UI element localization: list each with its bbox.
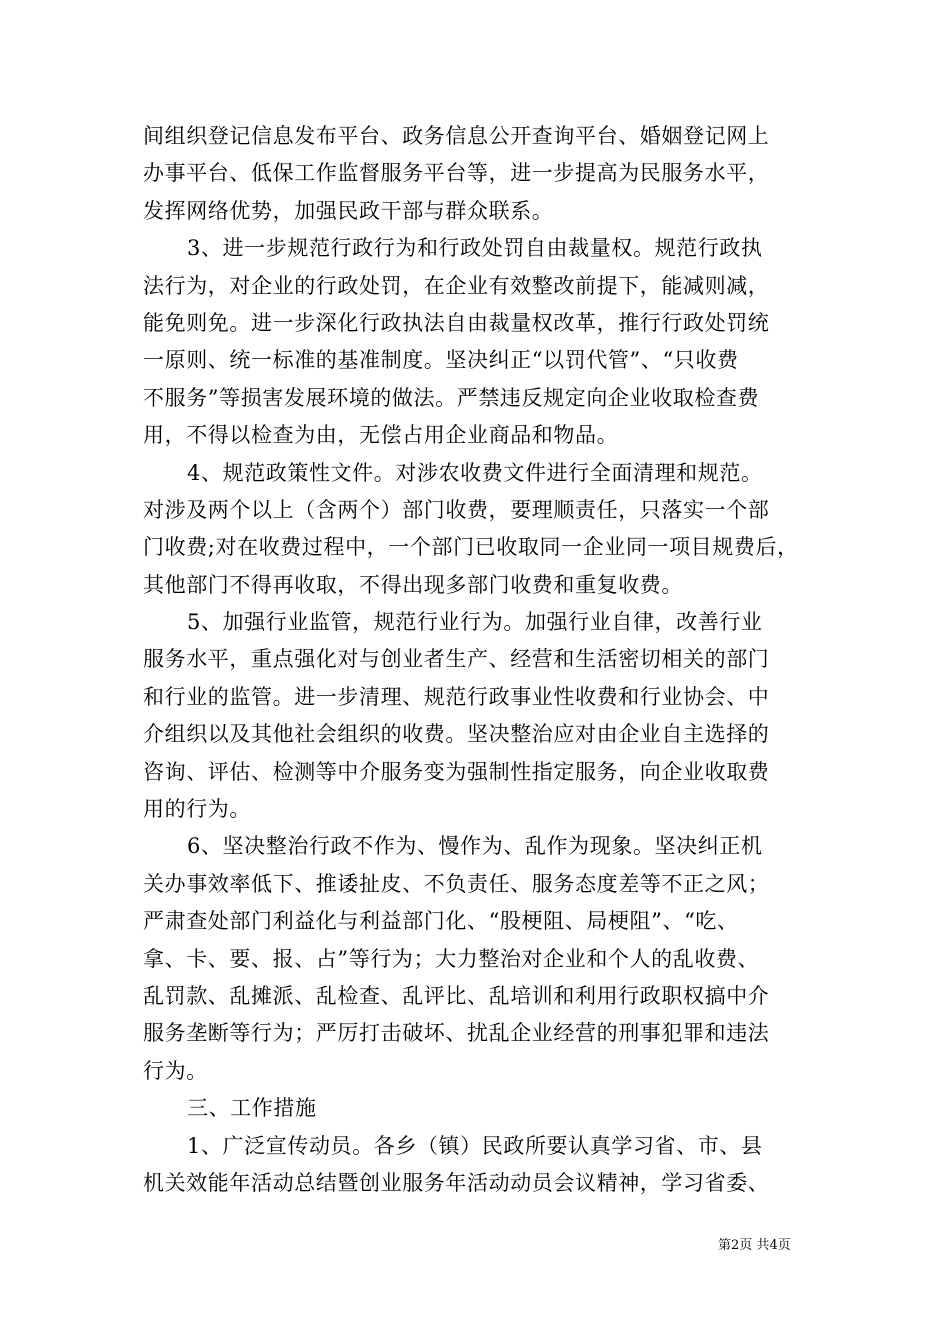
- text-line: 服务水平，重点强化对与创业者生产、经营和生活密切相关的部门: [143, 647, 770, 672]
- text-line: 6、坚决整治行政不作为、慢作为、乱作为现象。坚决纠正机: [187, 834, 763, 859]
- text-line: 4、规范政策性文件。对涉农收费文件进行全面清理和规范。: [187, 460, 763, 485]
- footer-current-page: 2: [731, 1238, 740, 1253]
- text-line: 机关效能年活动总结暨创业服务年活动动员会议精神，学习省委、: [143, 1170, 770, 1195]
- text-line: 介组织以及其他社会组织的收费。坚决整治应对由企业自主选择的: [143, 722, 770, 747]
- text-line: 间组织登记信息发布平台、政务信息公开查询平台、婚姻登记网上: [143, 124, 770, 148]
- text-line: 拿、卡、要、报、占”等行为；大力整治对企业和个人的乱收费、: [143, 946, 760, 971]
- text-line: 一原则、统一标准的基准制度。坚决纠正“以罚代管”、“只收费: [143, 348, 739, 373]
- footer-mid: 页 共: [739, 1238, 770, 1253]
- text-line: 法行为，对企业的行政处罚，在企业有效整改前提下，能减则减，: [143, 273, 770, 298]
- text-line: 关办事效率低下、推诿扯皮、不负责任、服务态度差等不正之风；: [143, 871, 770, 896]
- text-line: 对涉及两个以上（含两个）部门收费，要理顺责任，只落实一个部: [143, 497, 770, 522]
- text-line: 其他部门不得再收取，不得出现多部门收费和重复收费。: [143, 572, 683, 597]
- text-line: 不服务”等损害发展环境的做法。严禁违反规定向企业收取检查费: [143, 385, 760, 410]
- text-line: 发挥网络优势，加强民政干部与群众联系。: [143, 198, 554, 223]
- text-line: 门收费;对在收费过程中，一个部门已收取同一企业同一项目规费后，: [143, 535, 799, 560]
- document-body: [143, 118, 815, 1202]
- text-line: 办事平台、低保工作监督服务平台等，进一步提高为民服务水平，: [143, 161, 770, 186]
- text-line: 1、广泛宣传动员。各乡（镇）民政所要认真学习省、市、县: [187, 1133, 763, 1158]
- footer-suffix: 页: [777, 1238, 791, 1253]
- text-line: 三、工作措施: [187, 1096, 317, 1121]
- text-line: 服务垄断等行为；严厉打击破坏、扰乱企业经营的刑事犯罪和违法: [143, 1021, 770, 1046]
- footer-total-pages: 4: [769, 1238, 778, 1253]
- text-line: 能免则免。进一步深化行政执法自由裁量权改革，推行行政处罚统: [143, 310, 770, 335]
- text-line: 用，不得以检查为由，无偿占用企业商品和物品。: [143, 423, 619, 448]
- text-line: 5、加强行业监管，规范行业行为。加强行业自律，改善行业: [187, 610, 763, 635]
- text-line: 乱罚款、乱摊派、乱检查、乱评比、乱培训和利用行政职权搞中介: [143, 983, 770, 1008]
- footer-prefix: 第: [718, 1238, 732, 1253]
- text-line: 咨询、评估、检测等中介服务变为强制性指定服务，向企业收取费: [143, 759, 770, 784]
- text-line: 用的行为。: [143, 797, 251, 822]
- text-line: 严肃查处部门利益化与利益部门化、“股梗阻、局梗阻”、“吃、: [143, 909, 739, 934]
- page-footer: [718, 1237, 791, 1255]
- text-line: 和行业的监管。进一步清理、规范行政事业性收费和行业协会、中: [143, 684, 770, 709]
- text-line: 行为。: [143, 1058, 208, 1083]
- text-line: 3、进一步规范行政行为和行政处罚自由裁量权。规范行政执: [187, 236, 763, 261]
